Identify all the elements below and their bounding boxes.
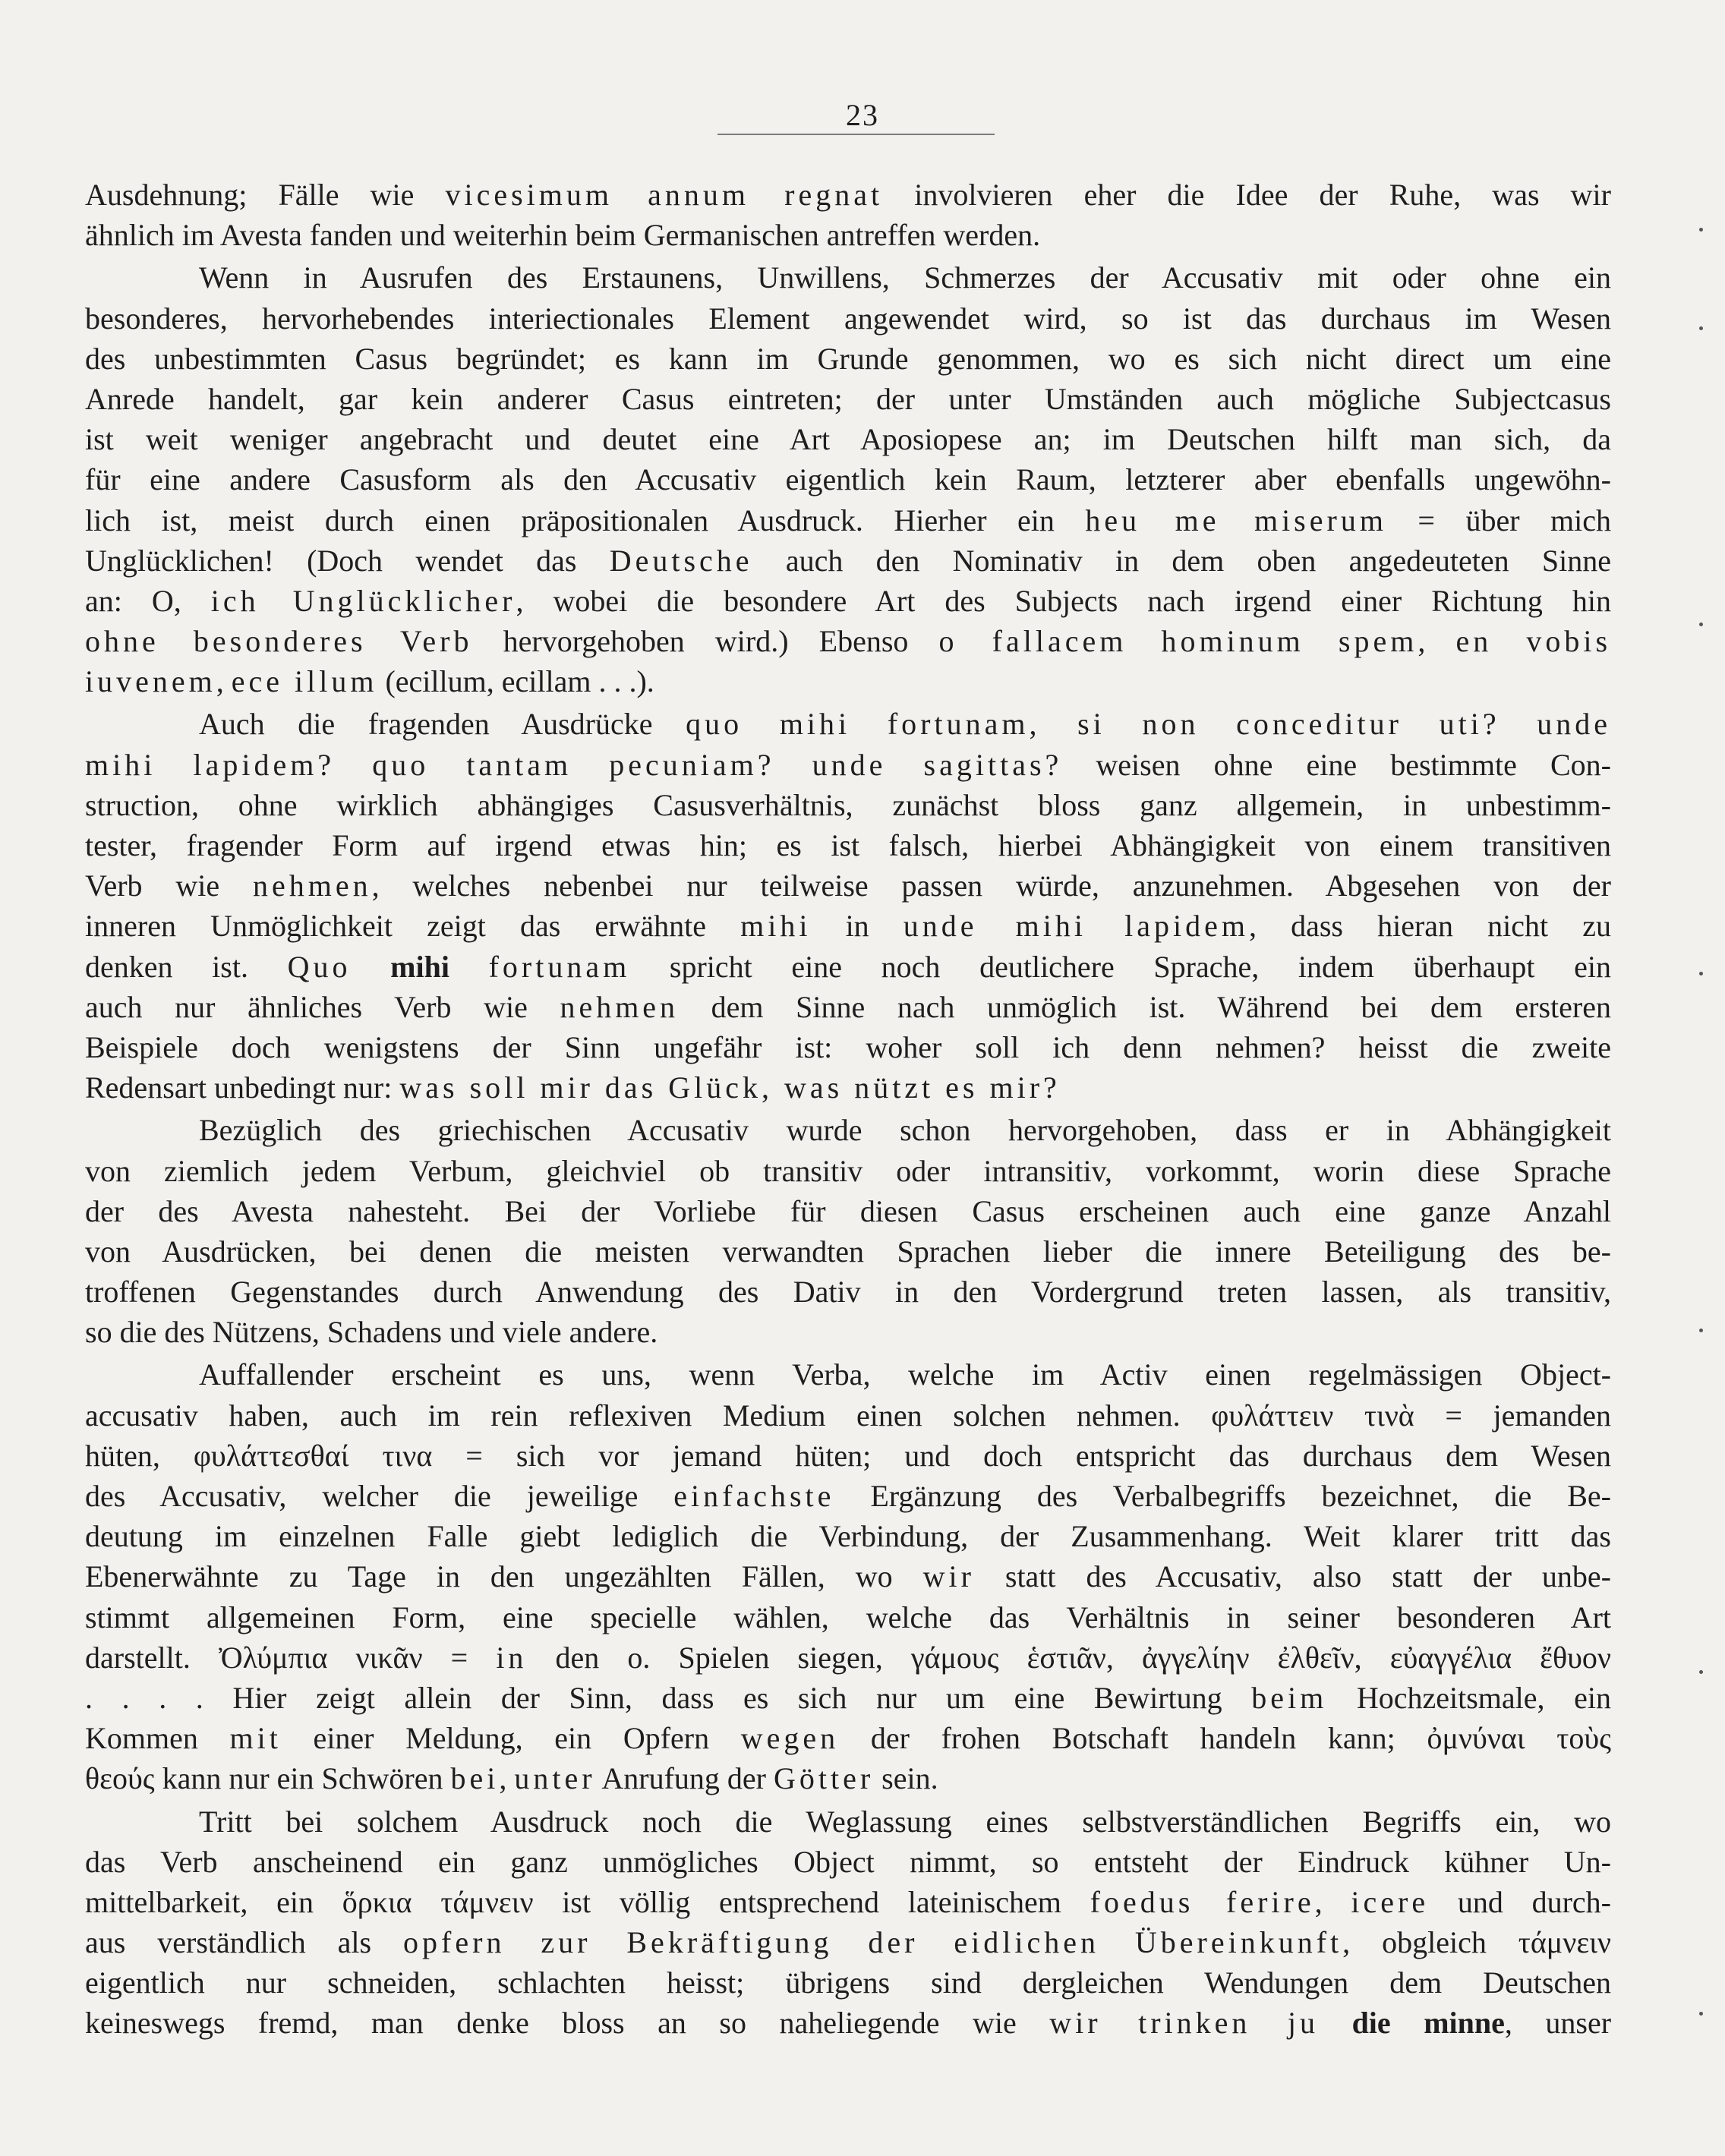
spaced-emphasis: icere: [1351, 1884, 1430, 1919]
text-run: aus verständlich als: [85, 1925, 404, 1960]
text-run: dem Sinne nach unmöglich ist. Während bei dem ersteren: [679, 989, 1611, 1024]
spaced-emphasis: wegen: [740, 1721, 840, 1756]
spaced-emphasis: unter: [514, 1761, 596, 1796]
paragraph: [85, 1110, 1611, 1352]
text-line: [85, 785, 1611, 825]
text-run: an: O,: [85, 583, 211, 618]
spaced-emphasis: mit: [229, 1721, 282, 1756]
text-run: [1319, 2006, 1352, 2040]
text-run: tester, fragender Form auf irgend etwas hin; es ist falsch, hierbei Abhängigkeit von einem transitiven: [85, 828, 1611, 862]
text-line: [85, 1067, 1611, 1108]
text-run: hüten, φυλάττεσθαί τινα = sich vor jemand hüten; und doch entspricht das durchaus dem Wesen: [85, 1438, 1611, 1473]
text-line: [85, 1354, 1611, 1395]
text-run: Hochzeitsmale, ein: [1327, 1680, 1611, 1715]
spaced-emphasis: in: [496, 1640, 528, 1675]
spaced-emphasis: wir trinken ju: [1049, 2006, 1320, 2041]
text-line: [85, 1922, 1611, 1962]
text-line: [85, 1110, 1611, 1150]
text-run: Auffallender erscheint es uns, wenn Verba, welche im Activ einen regelmässigen Object-: [199, 1357, 1611, 1392]
spaced-emphasis: Deutsche: [609, 543, 753, 578]
spaced-emphasis: mihi lapidem? quo tantam pecuniam? unde sagittas?: [85, 747, 1063, 782]
text-line: [85, 175, 1611, 215]
paragraph: [85, 1801, 1611, 2044]
text-run: , dass hieran nicht zu: [1248, 909, 1611, 944]
spaced-emphasis: ece illum: [231, 664, 378, 699]
spaced-emphasis: en vobis: [1455, 624, 1612, 659]
text-line: [85, 1637, 1611, 1678]
text-run: in: [811, 909, 903, 944]
spaced-emphasis: bei: [450, 1761, 500, 1796]
text-line: [85, 745, 1611, 785]
spaced-emphasis: heu me miserum: [1085, 503, 1387, 537]
text-line: [85, 947, 1611, 987]
text-run: Beispiele doch wenigstens der Sinn ungefähr ist: woher soll ich denn nehmen? heisst die zweite: [85, 1029, 1611, 1064]
text-run: von ziemlich jedem Verbum, gleichviel ob transitiv oder intransitiv, vorkommt, worin diese Sprache: [85, 1153, 1611, 1188]
text-run: lich ist, meist durch einen präpositionalen Ausdruck. Hierher ein: [85, 503, 1086, 537]
text-run: (ecillum, ecillam . . .).: [377, 664, 654, 699]
text-run: spricht eine noch deutlichere Sprache, indem überhaupt ein: [630, 949, 1611, 984]
text-line: [85, 906, 1611, 946]
text-line: [85, 987, 1611, 1027]
text-run: darstellt. Ὀλύμπια νικᾶν =: [85, 1640, 497, 1675]
text-line: [85, 1516, 1611, 1556]
text-run: ,: [1418, 624, 1456, 659]
text-line: [85, 661, 1611, 701]
text-run: ähnlich im Avesta fanden und weiterhin beim Germanischen antreffen werden.: [85, 218, 1041, 253]
spaced-emphasis: was soll mir das Glück, was nützt es mir?: [399, 1070, 1061, 1105]
text-run: Ausdehnung; Fälle wie: [85, 178, 446, 212]
text-line: [85, 541, 1611, 581]
spaced-emphasis: ich Unglücklicher: [210, 583, 516, 618]
text-line: [85, 1882, 1611, 1922]
text-run: mittelbarkeit, ein ὅρκια τάμνειν ist völlig entsprechend lateinischem: [85, 1884, 1090, 1919]
text-run: Auch die fragenden Ausdrücke: [199, 707, 686, 742]
text-run: für eine andere Casusform als den Accusativ eigentlich kein Raum, letzterer aber ebenfalls ungewöhn-: [85, 462, 1611, 497]
text-run: Wenn in Ausrufen des Erstaunens, Unwillens, Schmerzes der Accusativ mit oder ohne ein: [199, 260, 1611, 295]
text-run: troffenen Gegenstandes durch Anwendung des Dativ in den Vordergrund treten lassen, als transitiv,: [85, 1275, 1611, 1310]
spaced-emphasis: Quo: [287, 949, 352, 984]
bold-emphasis: die minne: [1351, 2006, 1505, 2041]
text-run: einer Meldung, ein Opfern: [281, 1721, 741, 1756]
text-line: [85, 865, 1611, 906]
text-run: auch den Nominativ in dem oben angedeuteten Sinne: [752, 543, 1611, 578]
text-line: [85, 1476, 1611, 1516]
text-line: [85, 1962, 1611, 2003]
text-run: das Verb anscheinend ein ganz unmögliches Object nimmt, so entsteht der Eindruck kühner Un-: [85, 1844, 1611, 1879]
text-run: = über mich: [1386, 503, 1611, 537]
text-run: , unser: [1504, 2006, 1612, 2041]
spaced-emphasis: nehmen: [560, 989, 680, 1024]
text-line: [85, 1842, 1611, 1882]
text-run: so die des Nützens, Schadens und viele andere.: [85, 1315, 658, 1350]
text-run: ,: [1314, 1884, 1351, 1919]
text-run: den o. Spielen siegen, γάμους ἑστιᾶν, ἀγγελίην ἐλθεῖν, εὐαγγέλια ἔθυον: [527, 1640, 1612, 1675]
header-rule: [717, 134, 995, 135]
text-run: hervorgehoben wird.) Ebenso: [472, 624, 939, 659]
spaced-emphasis: fortunam: [488, 949, 631, 984]
spaced-emphasis: iuvenem: [85, 664, 216, 699]
text-line: [85, 1191, 1611, 1231]
text-line: [85, 1436, 1611, 1476]
text-run: denken ist.: [85, 949, 288, 984]
text-line: [85, 1758, 1611, 1798]
text-line: [85, 257, 1611, 298]
paragraph: [85, 1354, 1611, 1798]
text-line: [85, 419, 1611, 459]
paragraph: [85, 257, 1611, 701]
text-line: [85, 1395, 1611, 1436]
spaced-emphasis: vicesimum annum regnat: [445, 178, 884, 212]
spaced-emphasis: opfern zur Bekräftigung der eidlichen Übereinkunft: [403, 1925, 1343, 1960]
text-run: deutung im einzelnen Falle giebt lediglich die Verbindung, der Zusammenhang. Weit klarer tritt das: [85, 1519, 1611, 1554]
text-line: [85, 1312, 1611, 1352]
text-run: , obgleich τάμνειν: [1342, 1925, 1611, 1960]
text-run: θεούς kann nur ein Schwören: [85, 1761, 451, 1796]
text-run: Tritt bei solchem Ausdruck noch die Weglassung eines selbstverständlichen Begriffs ein, wo: [199, 1804, 1611, 1839]
spaced-emphasis: Götter: [773, 1761, 875, 1796]
spaced-emphasis: unde mihi lapidem: [903, 909, 1249, 944]
text-line: [85, 825, 1611, 865]
text-line: [85, 581, 1611, 621]
text-run: Kommen: [85, 1721, 230, 1756]
text-run: weisen ohne eine bestimmte Con-: [1062, 747, 1611, 782]
text-line: [85, 1597, 1611, 1637]
text-run: Anrede handelt, gar kein anderer Casus eintreten; der unter Umständen auch mögliche Subjectcasus: [85, 381, 1611, 416]
text-run: statt des Accusativ, also statt der unbe-: [974, 1559, 1611, 1594]
text-run: [449, 950, 489, 984]
text-run: Anrufung der: [595, 1761, 774, 1796]
text-run: keineswegs fremd, man denke bloss an so naheliegende wie: [85, 2006, 1050, 2041]
text-run: von Ausdrücken, bei denen die meisten verwandten Sprachen lieber die innere Beteiligung des be-: [85, 1234, 1611, 1269]
text-run: struction, ohne wirklich abhängiges Casusverhältnis, zunächst bloss ganz allgemein, in unbestimm-: [85, 787, 1611, 822]
text-line: [85, 298, 1611, 339]
text-line: [85, 1231, 1611, 1272]
text-run: des Accusativ, welcher die jeweilige: [85, 1479, 674, 1513]
text-run: der des Avesta nahesteht. Bei der Vorliebe für diesen Casus erscheinen auch eine ganze Anzahl: [85, 1193, 1611, 1228]
text-run: eigentlich nur schneiden, schlachten heisst; übrigens sind dergleichen Wendungen dem Deutschen: [85, 1965, 1611, 2000]
text-line: [85, 2003, 1611, 2043]
spaced-emphasis: mihi: [740, 909, 812, 944]
spaced-emphasis: ohne besonderes Verb: [85, 624, 473, 659]
text-run: , wobei die besondere Art des Subjects nach irgend einer Richtung hin: [516, 583, 1611, 618]
spaced-emphasis: einfachste: [673, 1479, 835, 1513]
body-text: [85, 175, 1611, 2046]
text-run: accusativ haben, auch im rein reflexiven Medium einen solchen nehmen. φυλάττειν τινὰ = jemanden: [85, 1398, 1611, 1433]
text-run: . . . . Hier zeigt allein der Sinn, dass es sich nur um eine Bewirtung: [85, 1680, 1252, 1715]
text-line: [85, 215, 1611, 255]
paragraph: [85, 175, 1611, 255]
paragraph: [85, 704, 1611, 1108]
text-line: [85, 704, 1611, 744]
text-run: Redensart unbedingt nur:: [85, 1070, 400, 1105]
text-run: stimmt allgemeinen Form, eine specielle wählen, welche das Verhältnis in seiner besonderen Art: [85, 1600, 1611, 1634]
text-run: ,: [499, 1761, 515, 1796]
text-run: Bezüglich des griechischen Accusativ wurde schon hervorgehoben, dass er in Abhängigkeit: [199, 1113, 1611, 1148]
spaced-emphasis: quo mihi fortunam, si non conceditur uti? unde: [686, 707, 1612, 742]
spaced-emphasis: wir: [922, 1559, 975, 1594]
spaced-emphasis: beim: [1251, 1680, 1328, 1715]
text-line: [85, 500, 1611, 541]
text-run: des unbestimmten Casus begründet; es kann im Grunde genommen, wo es sich nicht direct um eine: [85, 341, 1611, 376]
text-line: [85, 1801, 1611, 1842]
spaced-emphasis: nehmen: [252, 868, 372, 903]
text-run: auch nur ähnliches Verb wie: [85, 989, 560, 1024]
text-run: ,: [216, 664, 232, 699]
text-line: [85, 621, 1611, 661]
text-run: involvieren eher die Idee der Ruhe, was wir: [883, 178, 1611, 212]
spaced-emphasis: foedus ferire: [1090, 1884, 1315, 1919]
text-line: [85, 1027, 1611, 1067]
text-line: [85, 1718, 1611, 1758]
text-run: besonderes, hervorhebendes interiectionales Element angewendet wird, so ist das durchaus im Wesen: [85, 301, 1611, 336]
text-line: [85, 339, 1611, 379]
text-line: [85, 1556, 1611, 1597]
text-line: [85, 1678, 1611, 1718]
text-run: Ebenerwähnte zu Tage in den ungezählten Fällen, wo: [85, 1559, 923, 1594]
spaced-emphasis: o fallacem hominum spem: [938, 624, 1418, 659]
text-run: ist weit weniger angebracht und deutet eine Art Aposiopese an; im Deutschen hilft man sich, da: [85, 422, 1611, 457]
text-line: [85, 379, 1611, 419]
page-number: 23: [846, 98, 879, 132]
text-run: Unglücklichen! (Doch wendet das: [85, 543, 610, 578]
text-run: , welches nebenbei nur teilweise passen würde, anzunehmen. Abgesehen von der: [371, 868, 1611, 903]
paragraph-gap: [85, 2044, 1611, 2046]
text-run: und durch-: [1429, 1884, 1611, 1919]
text-run: sein.: [874, 1761, 938, 1796]
text-run: inneren Unmöglichkeit zeigt das erwähnte: [85, 909, 741, 944]
text-run: [352, 950, 391, 984]
text-run: Verb wie: [85, 868, 253, 903]
bold-emphasis: mihi: [390, 949, 449, 984]
text-line: [85, 459, 1611, 500]
text-line: [85, 1272, 1611, 1312]
text-run: der frohen Botschaft handeln kann; ὀμνύναι τοὺς: [839, 1721, 1611, 1756]
text-line: [85, 1151, 1611, 1191]
text-run: Ergänzung des Verbalbegriffs bezeichnet, die Be-: [834, 1479, 1611, 1513]
